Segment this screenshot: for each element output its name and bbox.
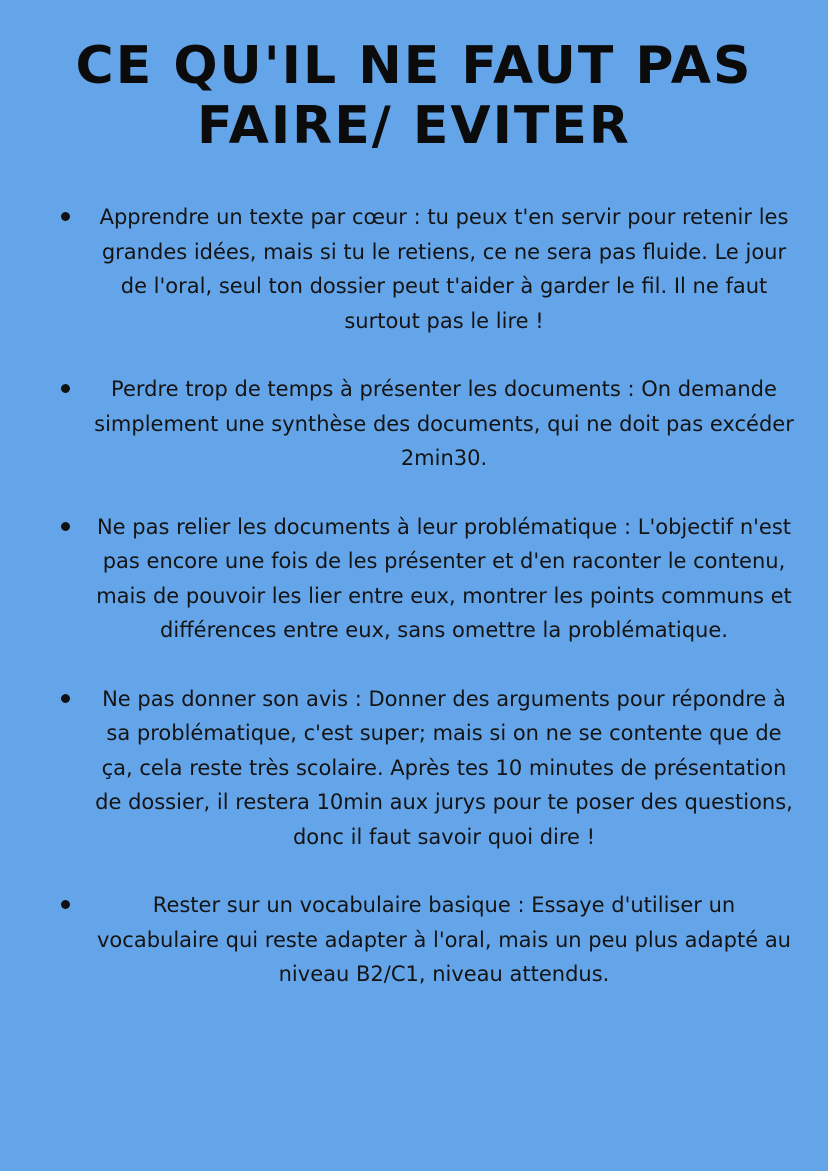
list-item-text: Perdre trop de temps à présenter les documents : On demande simplement une synthèse des documents, qui ne doit pas excéder 2min30.	[94, 377, 794, 470]
list-item-text: Apprendre un texte par cœur : tu peux t'en servir pour retenir les grandes idées, mais si tu le retiens, ce ne sera pas fluide. Le jour de l'oral, seul ton dossier peut t'aider à garder le fil. Il ne faut surtout pas le lire !	[99, 205, 789, 333]
list-item	[58, 888, 798, 992]
bullet-icon	[61, 212, 70, 221]
list-item	[58, 200, 798, 338]
bullet-icon	[61, 900, 70, 909]
list-item-text: Ne pas donner son avis : Donner des arguments pour répondre à sa problématique, c'est super; mais si on ne se contente que de ça, cela reste très scolaire. Après tes 10 minutes de présentation de dossier, il restera 10min aux jurys pour te poser des questions, donc il faut savoir quoi dire !	[95, 686, 793, 849]
list-item	[58, 682, 798, 855]
page-title: CE QU'IL NE FAUT PAS FAIRE/ EVITER	[75, 36, 753, 156]
list-item	[58, 372, 798, 476]
list-item-text: Rester sur un vocabulaire basique : Essaye d'utiliser un vocabulaire qui reste adapter à l'oral, mais un peu plus adapté au niveau B2/C1, niveau attendus.	[97, 893, 791, 986]
bullet-icon	[61, 694, 70, 703]
bullet-icon	[61, 522, 70, 531]
list-item-text: Ne pas relier les documents à leur problématique : L'objectif n'est pas encore une fois de les présenter et d'en raconter le contenu, mais de pouvoir les lier entre eux, montrer les points communs et différences entre eux, sans omettre la problématique.	[96, 514, 792, 642]
list-item	[58, 510, 798, 648]
bullet-list	[58, 200, 798, 1026]
bullet-icon	[61, 384, 70, 393]
